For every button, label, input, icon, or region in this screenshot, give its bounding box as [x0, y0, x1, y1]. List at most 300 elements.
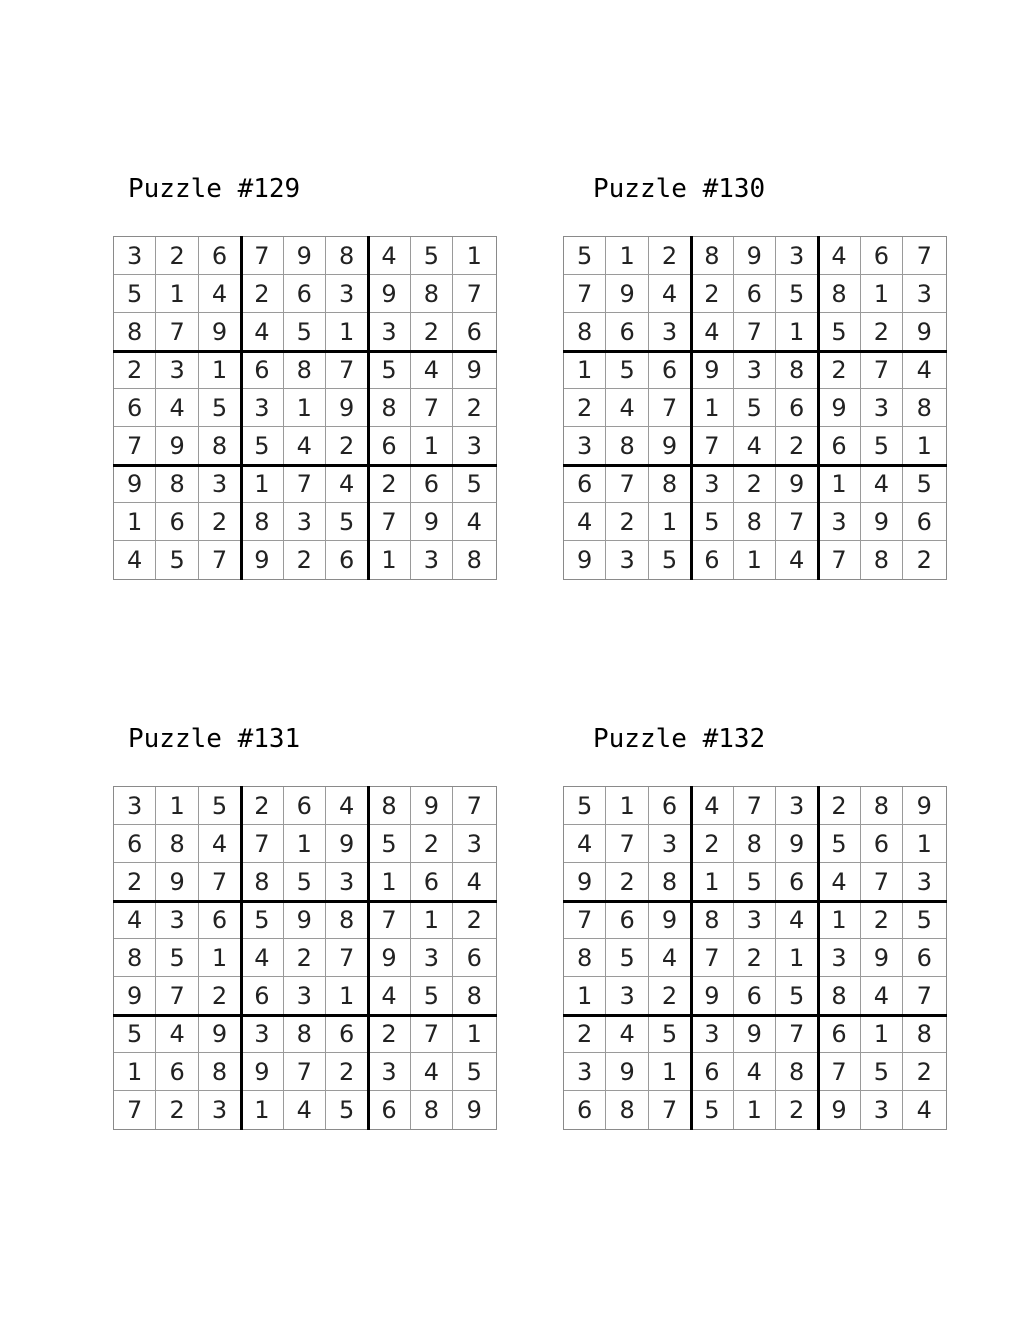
sudoku-cell: 1 [564, 977, 606, 1015]
sudoku-cell: 6 [564, 465, 606, 503]
sudoku-cell: 6 [326, 1015, 368, 1053]
sudoku-cell: 8 [861, 787, 903, 825]
sudoku-cell: 5 [606, 351, 648, 389]
box-divider-horizontal [563, 350, 947, 353]
sudoku-cell: 5 [368, 825, 410, 863]
sudoku-cell: 2 [114, 863, 156, 901]
sudoku-cell: 9 [903, 313, 945, 351]
sudoku-cell: 5 [453, 1053, 495, 1091]
sudoku-cell: 9 [284, 237, 326, 275]
sudoku-cell: 6 [564, 1091, 606, 1129]
sudoku-cell: 3 [776, 237, 818, 275]
sudoku-cell: 1 [114, 1053, 156, 1091]
sudoku-cell: 1 [564, 351, 606, 389]
sudoku-cell: 9 [114, 465, 156, 503]
sudoku-cell: 5 [199, 389, 241, 427]
sudoku-cell: 4 [368, 237, 410, 275]
sudoku-cell: 7 [326, 351, 368, 389]
sudoku-cell: 6 [114, 389, 156, 427]
sudoku-cell: 2 [564, 1015, 606, 1053]
sudoku-cell: 5 [199, 787, 241, 825]
sudoku-cell: 9 [818, 1091, 860, 1129]
sudoku-cell: 3 [861, 389, 903, 427]
sudoku-cell: 7 [903, 237, 945, 275]
sudoku-cell: 5 [453, 465, 495, 503]
sudoku-cell: 5 [861, 1053, 903, 1091]
sudoku-cell: 4 [818, 237, 860, 275]
sudoku-cell: 2 [916, 546, 932, 574]
sudoku-cell: 8 [564, 313, 606, 351]
box-divider-horizontal [113, 1014, 497, 1017]
sudoku-cell: 5 [564, 787, 606, 825]
sudoku-cell: 7 [411, 389, 453, 427]
sudoku-cell: 7 [156, 313, 198, 351]
sudoku-cell: 5 [818, 825, 860, 863]
sudoku-cell: 8 [368, 389, 410, 427]
sudoku-cell: 2 [156, 1091, 198, 1129]
sudoku-cell: 7 [564, 275, 606, 313]
sudoku-cell: 9 [776, 825, 818, 863]
sudoku-cell: 5 [156, 939, 198, 977]
sudoku-grid [113, 786, 497, 1130]
sudoku-cell: 1 [818, 465, 860, 503]
sudoku-cell: 8 [564, 939, 606, 977]
sudoku-cell: 1 [776, 313, 818, 351]
sudoku-cell: 8 [649, 863, 691, 901]
sudoku-cell: 2 [564, 389, 606, 427]
sudoku-cell: 8 [284, 351, 326, 389]
sudoku-cell: 3 [818, 939, 860, 977]
sudoku-cell: 9 [241, 541, 283, 579]
sudoku-cell: 3 [649, 825, 691, 863]
sudoku-cell: 4 [326, 465, 368, 503]
sudoku-cell: 2 [199, 977, 241, 1015]
sudoku-cell: 4 [241, 313, 283, 351]
sudoku-cell: 2 [861, 313, 903, 351]
sudoku-cell: 1 [734, 1091, 776, 1129]
sudoku-cell: 9 [564, 863, 606, 901]
sudoku-cell: 5 [606, 939, 648, 977]
sudoku-cell: 7 [606, 465, 648, 503]
sudoku-cell: 3 [114, 237, 156, 275]
sudoku-cell: 2 [326, 1053, 368, 1091]
sudoku-cell: 1 [326, 313, 368, 351]
sudoku-cell: 4 [411, 1053, 453, 1091]
sudoku-cell: 5 [156, 541, 198, 579]
sudoku-cell: 2 [368, 465, 410, 503]
sudoku-cell: 8 [284, 1015, 326, 1053]
sudoku-cell: 2 [649, 237, 691, 275]
sudoku-cell: 8 [156, 825, 198, 863]
box-divider-vertical [817, 786, 820, 1130]
sudoku-cell: 2 [691, 825, 733, 863]
sudoku-cell: 8 [691, 237, 733, 275]
sudoku-cell: 9 [326, 389, 368, 427]
sudoku-cell: 4 [734, 1053, 776, 1091]
sudoku-cell: 9 [156, 863, 198, 901]
sudoku-cell: 1 [649, 503, 691, 541]
sudoku-cell: 3 [368, 313, 410, 351]
sudoku-cell: 9 [691, 977, 733, 1015]
sudoku-cell: 3 [199, 1091, 241, 1129]
sudoku-cell: 4 [284, 1091, 326, 1129]
sudoku-cell: 7 [368, 901, 410, 939]
sudoku-cell: 9 [199, 313, 241, 351]
sudoku-cell: 9 [453, 351, 495, 389]
sudoku-cell: 3 [114, 787, 156, 825]
sudoku-cell: 8 [903, 1015, 945, 1053]
sudoku-cell: 8 [818, 977, 860, 1015]
sudoku-cell: 5 [284, 863, 326, 901]
sudoku-cell: 3 [606, 977, 648, 1015]
sudoku-cell: 9 [466, 1096, 482, 1124]
sudoku-cell: 9 [284, 901, 326, 939]
sudoku-cell: 6 [453, 939, 495, 977]
box-divider-horizontal [113, 900, 497, 903]
sudoku-cell: 4 [564, 503, 606, 541]
sudoku-cell: 4 [453, 503, 495, 541]
sudoku-cell: 2 [776, 427, 818, 465]
sudoku-cell: 7 [241, 825, 283, 863]
sudoku-cell: 4 [284, 427, 326, 465]
sudoku-cell: 1 [284, 825, 326, 863]
sudoku-cell: 4 [114, 541, 156, 579]
box-divider-horizontal [113, 464, 497, 467]
sudoku-grid [563, 236, 947, 580]
sudoku-cell: 9 [776, 465, 818, 503]
sudoku-cell: 4 [199, 825, 241, 863]
sudoku-cell: 3 [564, 427, 606, 465]
sudoku-cell: 7 [411, 1015, 453, 1053]
sudoku-cell: 7 [649, 389, 691, 427]
sudoku-cell: 9 [734, 1015, 776, 1053]
sudoku-cell: 6 [649, 351, 691, 389]
sudoku-cell: 1 [861, 1015, 903, 1053]
sudoku-cell: 1 [776, 939, 818, 977]
sudoku-cell: 5 [326, 1091, 368, 1129]
sudoku-cell: 7 [818, 1053, 860, 1091]
sudoku-cell: 7 [284, 465, 326, 503]
sudoku-cell: 1 [606, 237, 648, 275]
sudoku-cell: 3 [649, 313, 691, 351]
sudoku-cell: 2 [411, 825, 453, 863]
sudoku-cell: 7 [734, 313, 776, 351]
sudoku-cell: 1 [368, 541, 410, 579]
sudoku-cell: 9 [649, 427, 691, 465]
sudoku-cell: 2 [326, 427, 368, 465]
sudoku-cell: 2 [199, 503, 241, 541]
sudoku-cell: 9 [114, 977, 156, 1015]
sudoku-cell: 8 [466, 546, 482, 574]
sudoku-cell: 5 [649, 1015, 691, 1053]
sudoku-cell: 1 [818, 901, 860, 939]
sudoku-cell: 7 [818, 541, 860, 579]
puzzle-title: Puzzle #130 [593, 174, 766, 204]
sudoku-cell: 3 [199, 465, 241, 503]
sudoku-cell: 6 [818, 427, 860, 465]
sudoku-cell: 5 [776, 977, 818, 1015]
sudoku-cell: 4 [734, 427, 776, 465]
sudoku-cell: 6 [241, 977, 283, 1015]
sudoku-cell: 9 [734, 237, 776, 275]
sudoku-cell: 1 [156, 275, 198, 313]
sudoku-cell: 1 [453, 1015, 495, 1053]
sudoku-cell: 8 [453, 977, 495, 1015]
sudoku-cell: 8 [199, 1053, 241, 1091]
sudoku-cell: 8 [326, 237, 368, 275]
sudoku-cell: 1 [326, 977, 368, 1015]
sudoku-cell: 9 [368, 275, 410, 313]
sudoku-cell: 2 [649, 977, 691, 1015]
sudoku-cell: 3 [776, 787, 818, 825]
box-divider-horizontal [563, 900, 947, 903]
box-divider-horizontal [113, 350, 497, 353]
sudoku-cell: 8 [368, 787, 410, 825]
sudoku-cell: 5 [326, 503, 368, 541]
sudoku-cell: 3 [411, 541, 453, 579]
sudoku-cell: 6 [606, 313, 648, 351]
sudoku-cell: 7 [199, 863, 241, 901]
sudoku-cell: 4 [776, 901, 818, 939]
sudoku-cell: 8 [691, 901, 733, 939]
sudoku-cell: 2 [284, 939, 326, 977]
sudoku-cell: 3 [411, 939, 453, 977]
sudoku-cell: 1 [453, 237, 495, 275]
sudoku-cell: 5 [411, 237, 453, 275]
sudoku-cell: 7 [326, 939, 368, 977]
sudoku-cell: 1 [411, 427, 453, 465]
sudoku-cell: 9 [564, 541, 606, 579]
sudoku-cell: 4 [411, 351, 453, 389]
sudoku-cell: 8 [903, 389, 945, 427]
sudoku-cell: 4 [903, 351, 945, 389]
sudoku-cell: 6 [903, 939, 945, 977]
sudoku-cell: 8 [649, 465, 691, 503]
sudoku-cell: 1 [691, 863, 733, 901]
sudoku-cell: 3 [284, 503, 326, 541]
sudoku-cell: 4 [326, 787, 368, 825]
sudoku-cell: 7 [691, 427, 733, 465]
puzzle-title: Puzzle #129 [128, 174, 301, 204]
sudoku-cell: 4 [368, 977, 410, 1015]
sudoku-cell: 1 [861, 275, 903, 313]
sudoku-cell: 4 [241, 939, 283, 977]
sudoku-cell: 6 [411, 863, 453, 901]
sudoku-cell: 1 [691, 389, 733, 427]
sudoku-cell: 7 [453, 275, 495, 313]
sudoku-cell: 1 [199, 351, 241, 389]
sudoku-cell: 9 [606, 275, 648, 313]
sudoku-cell: 8 [199, 427, 241, 465]
sudoku-cell: 5 [114, 1015, 156, 1053]
sudoku-cell: 1 [156, 787, 198, 825]
sudoku-cell: 5 [776, 275, 818, 313]
sudoku-cell: 5 [241, 427, 283, 465]
sudoku-cell: 3 [453, 825, 495, 863]
sudoku-cell: 7 [199, 541, 241, 579]
box-divider-vertical [690, 786, 693, 1130]
sudoku-cell: 7 [453, 787, 495, 825]
sudoku-cell: 3 [903, 863, 945, 901]
sudoku-cell: 6 [691, 1053, 733, 1091]
sudoku-cell: 3 [326, 275, 368, 313]
sudoku-cell: 6 [861, 237, 903, 275]
sudoku-cell: 6 [368, 1091, 410, 1129]
sudoku-cell: 9 [649, 901, 691, 939]
sudoku-cell: 1 [114, 503, 156, 541]
sudoku-cell: 4 [453, 863, 495, 901]
sudoku-cell: 6 [776, 863, 818, 901]
sudoku-cell: 5 [903, 901, 945, 939]
box-divider-horizontal [563, 1014, 947, 1017]
sudoku-cell: 7 [284, 1053, 326, 1091]
sudoku-cell: 4 [114, 901, 156, 939]
sudoku-cell: 8 [326, 901, 368, 939]
sudoku-cell: 8 [606, 427, 648, 465]
sudoku-cell: 7 [114, 427, 156, 465]
sudoku-cell: 8 [776, 1053, 818, 1091]
sudoku-cell: 5 [903, 465, 945, 503]
sudoku-cell: 6 [199, 901, 241, 939]
sudoku-cell: 6 [734, 275, 776, 313]
sudoku-cell: 4 [156, 1015, 198, 1053]
sudoku-grid [113, 236, 497, 580]
sudoku-cell: 5 [368, 351, 410, 389]
sudoku-cell: 2 [818, 351, 860, 389]
sudoku-cell: 4 [691, 313, 733, 351]
sudoku-cell: 6 [818, 1015, 860, 1053]
sudoku-cell: 9 [241, 1053, 283, 1091]
sudoku-cell: 3 [284, 977, 326, 1015]
sudoku-cell: 6 [903, 503, 945, 541]
sudoku-cell: 9 [861, 503, 903, 541]
sudoku-cell: 6 [241, 351, 283, 389]
sudoku-cell: 1 [199, 939, 241, 977]
sudoku-cell: 4 [861, 465, 903, 503]
sudoku-cell: 6 [368, 427, 410, 465]
sudoku-cell: 8 [114, 939, 156, 977]
puzzle-title: Puzzle #131 [128, 724, 301, 754]
sudoku-cell: 9 [326, 825, 368, 863]
sudoku-cell: 7 [649, 1091, 691, 1129]
sudoku-cell: 7 [564, 901, 606, 939]
box-divider-vertical [367, 236, 370, 580]
sudoku-cell: 4 [861, 977, 903, 1015]
sudoku-cell: 7 [903, 977, 945, 1015]
sudoku-cell: 4 [916, 1096, 932, 1124]
sudoku-cell: 3 [156, 351, 198, 389]
sudoku-cell: 8 [734, 503, 776, 541]
sudoku-cell: 3 [734, 351, 776, 389]
sudoku-cell: 9 [903, 787, 945, 825]
sudoku-cell: 6 [284, 275, 326, 313]
sudoku-cell: 6 [284, 787, 326, 825]
sudoku-cell: 2 [241, 275, 283, 313]
sudoku-cell: 6 [453, 313, 495, 351]
sudoku-cell: 6 [199, 237, 241, 275]
sudoku-cell: 8 [411, 1091, 453, 1129]
puzzle-title: Puzzle #132 [593, 724, 766, 754]
sudoku-cell: 7 [114, 1091, 156, 1129]
sudoku-cell: 8 [411, 275, 453, 313]
sudoku-cell: 2 [453, 389, 495, 427]
sudoku-cell: 8 [861, 541, 903, 579]
sudoku-cell: 9 [156, 427, 198, 465]
sudoku-cell: 6 [861, 825, 903, 863]
sudoku-cell: 3 [156, 901, 198, 939]
box-divider-vertical [690, 236, 693, 580]
sudoku-cell: 2 [156, 237, 198, 275]
sudoku-cell: 7 [606, 825, 648, 863]
sudoku-cell: 3 [241, 389, 283, 427]
sudoku-cell: 6 [114, 825, 156, 863]
sudoku-cell: 9 [691, 351, 733, 389]
sudoku-cell: 5 [818, 313, 860, 351]
sudoku-cell: 8 [818, 275, 860, 313]
sudoku-cell: 4 [606, 1015, 648, 1053]
sudoku-cell: 3 [564, 1053, 606, 1091]
box-divider-vertical [367, 786, 370, 1130]
sudoku-cell: 1 [368, 863, 410, 901]
sudoku-cell: 6 [776, 389, 818, 427]
box-divider-vertical [240, 236, 243, 580]
sudoku-cell: 8 [241, 863, 283, 901]
sudoku-cell: 2 [368, 1015, 410, 1053]
sudoku-cell: 8 [241, 503, 283, 541]
sudoku-cell: 2 [776, 1091, 818, 1129]
sudoku-cell: 2 [284, 541, 326, 579]
sudoku-cell: 7 [734, 787, 776, 825]
sudoku-cell: 7 [776, 1015, 818, 1053]
sudoku-cell: 3 [368, 1053, 410, 1091]
box-divider-vertical [817, 236, 820, 580]
sudoku-cell: 7 [156, 977, 198, 1015]
sudoku-cell: 3 [818, 503, 860, 541]
sudoku-cell: 6 [411, 465, 453, 503]
sudoku-cell: 6 [649, 787, 691, 825]
sudoku-cell: 2 [606, 863, 648, 901]
sudoku-cell: 7 [861, 351, 903, 389]
box-divider-vertical [240, 786, 243, 1130]
sudoku-cell: 6 [734, 977, 776, 1015]
sudoku-cell: 9 [411, 503, 453, 541]
sudoku-cell: 5 [649, 541, 691, 579]
sudoku-cell: 2 [734, 465, 776, 503]
sudoku-cell: 1 [241, 1091, 283, 1129]
sudoku-cell: 3 [453, 427, 495, 465]
sudoku-cell: 1 [411, 901, 453, 939]
sudoku-cell: 1 [606, 787, 648, 825]
sudoku-cell: 5 [241, 901, 283, 939]
sudoku-cell: 7 [241, 237, 283, 275]
sudoku-cell: 2 [241, 787, 283, 825]
sudoku-cell: 8 [606, 1091, 648, 1129]
sudoku-cell: 5 [734, 863, 776, 901]
sudoku-cell: 5 [114, 275, 156, 313]
sudoku-cell: 3 [691, 1015, 733, 1053]
sudoku-cell: 2 [411, 313, 453, 351]
sudoku-cell: 8 [776, 351, 818, 389]
box-divider-horizontal [563, 464, 947, 467]
sudoku-cell: 4 [691, 787, 733, 825]
sudoku-cell: 4 [606, 389, 648, 427]
sudoku-cell: 3 [241, 1015, 283, 1053]
sudoku-cell: 6 [156, 503, 198, 541]
sudoku-cell: 2 [114, 351, 156, 389]
sudoku-cell: 9 [818, 389, 860, 427]
sudoku-cell: 4 [776, 541, 818, 579]
sudoku-cell: 9 [411, 787, 453, 825]
